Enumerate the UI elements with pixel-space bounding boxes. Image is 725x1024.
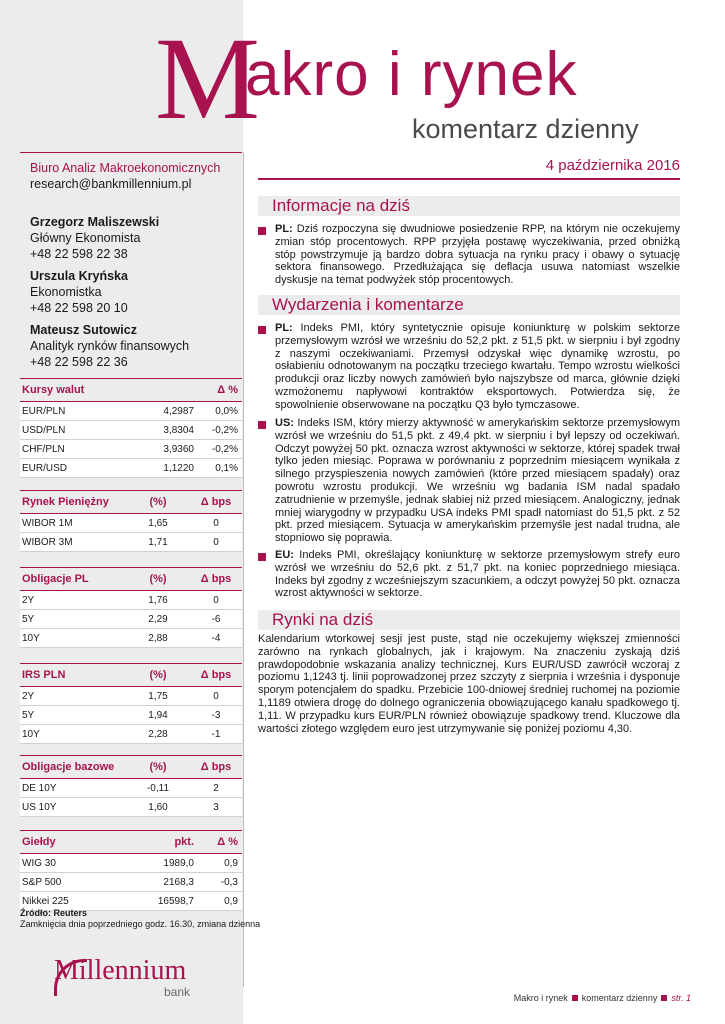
bullet-icon <box>258 553 266 561</box>
events-paragraph-pl: PL: Indeks PMI, który syntetycznie opisuje koniunkturę w polskim sektorze przemysłowym wzrósł we wrześniu do 52,2 pkt. z 51,5 pkt. w sierpniu i był zgodny z naszymi oczekiwaniami. Przemysł odzyskał więc dynamikę wzrostu, po osłabieniu odnotowanym na początku trzeciego kwartału. Tempo wzrostu wielkości produkcji oraz liczby nowych zamówień było najszybsze od marca, głównie dzięki wzmożonemu napływowi kontraktów eksportowych. Potwierdza się, że spowolnienie obserwowane na początku Q3 było tymczasowe. <box>275 322 680 411</box>
logo-sub: bank <box>164 985 191 999</box>
bullet-icon <box>258 227 266 235</box>
person <box>30 214 240 262</box>
table-header: Giełdy pkt. Δ % <box>20 830 242 854</box>
person-phone: +48 22 598 20 10 <box>30 301 128 315</box>
bullet-icon <box>258 421 266 429</box>
person-role: Główny Ekonomista <box>30 231 141 245</box>
footer-square-icon <box>572 995 578 1001</box>
bullet-icon <box>258 326 266 334</box>
table-fx <box>20 378 242 478</box>
table-row: USD/PLN 3,8304 -0,2% <box>20 421 242 440</box>
table-stocks <box>20 830 242 911</box>
events-paragraph-eu: EU: Indeks PMI, określający koniunkturę w sektorze przemysłowym strefy euro wzrósł we wrześniu do 52,6 pkt. z 51,7 pkt. na koniec poprzedniego miesiąca. Indeks był zgodny z wcześniejszym szacunkiem, a odczyt powyżej 50 pkt. oznacza wzrost aktywności w sektorze. <box>275 549 680 600</box>
contact-email[interactable]: research@bankmillennium.pl <box>30 177 192 191</box>
table-row: WIBOR 3M 1,71 0 <box>20 533 242 552</box>
table-header: Rynek Pieniężny (%) Δ bps <box>20 490 242 514</box>
table-money <box>20 490 242 552</box>
table-header: Obligacje bazowe (%) Δ bps <box>20 755 242 779</box>
footer-square-icon <box>661 995 667 1001</box>
table-irs <box>20 663 242 744</box>
table-header: IRS PLN (%) Δ bps <box>20 663 242 687</box>
page-number: str. 1 <box>671 993 691 1003</box>
table-row: US 10Y 1,60 3 <box>20 798 242 817</box>
person-phone: +48 22 598 22 38 <box>30 247 128 261</box>
person <box>30 268 240 316</box>
divider <box>243 152 244 987</box>
table-row: EUR/USD 1,1220 0,1% <box>20 459 242 478</box>
info-paragraph: PL: Dziś rozpoczyna się dwudniowe posiedzenie RPP, na którym nie oczekujemy zmian stóp procentowych. RPP przyjęła postawę wyczekiwania, przed obniżką stóp powstrzymuje ją bardzo dobra sytuacja na rynku pracy i obawy o sytuację sektora finansowego. Przedłużająca się deflacja usuwa natomiast wszelkie dyskusje na temat podwyżek stóp procentowych. <box>275 223 680 287</box>
source-label: Źródło: Reuters <box>20 908 88 918</box>
page-footer <box>514 993 691 1003</box>
footer-title: Makro i rynek <box>513 993 568 1003</box>
page-title: akro i rynek <box>245 40 578 109</box>
date-rule <box>258 178 680 180</box>
table-row: WIG 30 1989,0 0,9 <box>20 854 242 873</box>
person-phone: +48 22 598 22 36 <box>30 355 128 369</box>
table-header: Obligacje PL (%) Δ bps <box>20 567 242 591</box>
table-row: CHF/PLN 3,9360 -0,2% <box>20 440 242 459</box>
logo-name: Millennium <box>54 955 187 986</box>
millennium-logo <box>54 955 204 1000</box>
table-row: 10Y 2,28 -1 <box>20 725 242 744</box>
events-paragraph-us: US: Indeks ISM, który mierzy aktywność w amerykańskim sektorze przemysłowym wzrósł we wrześniu do 51,5 pkt. z 49,4 pkt. w sierpniu i był lepszy od oczekiwań. Odczyt powyżej 50 pkt. oznacza wzrost aktywności w sektorze, której spadek trwał tylko jeden miesiąc. Poprawa w porównaniu z poprzednim miesiącem wynikała z silnego przyspieszenia nowych zamówień (które przed miesiącem spadały) oraz powrotu wzrostu produkcji. We wrześniu wg badania ISM nadal spadało zatrudnienie w przemyśle, jednak słabiej niż przed miesiącem. Analogiczny, jednak mniej wiarygodny w przypadku USA indeks PMI spadł natomiast do 51,5 pkt. z 52 pkt. przed miesiącem. Sytuacja w amerykańskim przemyśle jest nadal trudna, ale stopniowo się poprawia. <box>275 417 680 545</box>
table-row: 10Y 2,88 -4 <box>20 629 242 648</box>
page-subtitle: komentarz dzienny <box>412 114 639 144</box>
org-name: Biuro Analiz Makroekonomicznych <box>30 161 221 175</box>
footer-subtitle: komentarz dzienny <box>581 993 658 1003</box>
person-role: Ekonomistka <box>30 285 102 299</box>
section-info-title: Informacje na dziś <box>258 196 680 216</box>
table-benchmark-bonds <box>20 755 242 817</box>
title-initial: M <box>155 13 260 144</box>
section-events-title: Wydarzenia i komentarze <box>258 295 680 315</box>
table-row: 5Y 2,29 -6 <box>20 610 242 629</box>
source-detail: Zamknięcia dnia poprzedniego godz. 16.30, zmiana dzienna <box>20 919 261 929</box>
section-markets-title: Rynki na dziś <box>258 610 680 630</box>
source-note <box>20 908 260 930</box>
table-row: S&P 500 2168,3 -0,3 <box>20 873 242 892</box>
table-row: 5Y 1,94 -3 <box>20 706 242 725</box>
person-role: Analityk rynków finansowych <box>30 339 190 353</box>
person-name: Urszula Kryńska <box>30 269 128 283</box>
table-row: 2Y 1,76 0 <box>20 591 242 610</box>
table-header: Kursy walut Δ % <box>20 378 242 402</box>
person-name: Grzegorz Maliszewski <box>30 215 160 229</box>
table-row: Nikkei 225 16598,7 0,9 <box>20 892 242 911</box>
markets-paragraph: Kalendarium wtorkowej sesji jest puste, stąd nie oczekujemy większej zmienności zarówno na rynkach globalnych, jak i krajowym. Na znaczeniu zyskają dziś prawdopodobnie wskazania analizy technicznej. Kurs EUR/USD zawrócił wczoraj z poziomu 1,1243 tj. linii poprowadzonej przez szczyty z sierpnia i września i dysponuje sporym potencjałem do spadku. Przebicie 100-dniowej średniej ruchomej na poziomie 1,1189 otwiera drogę do dolnego ograniczenia obowiązującego kanału spadkowego tj. 1,11. W przypadku kurs EUR/PLN również obowiązuje spadkowy trend. Kluczowe dla wartości złotego względem euro jest utrzymywanie się poniżej poziomu 4,30. <box>258 633 680 735</box>
contact-block <box>30 160 240 370</box>
table-row: 2Y 1,75 0 <box>20 687 242 706</box>
person <box>30 322 240 370</box>
report-date: 4 października 2016 <box>545 157 680 174</box>
header-rule <box>20 152 242 153</box>
table-row: DE 10Y -0,11 2 <box>20 779 242 798</box>
table-bonds-pl <box>20 567 242 648</box>
table-row: WIBOR 1M 1,65 0 <box>20 514 242 533</box>
table-row: EUR/PLN 4,2987 0,0% <box>20 402 242 421</box>
person-name: Mateusz Sutowicz <box>30 323 137 337</box>
